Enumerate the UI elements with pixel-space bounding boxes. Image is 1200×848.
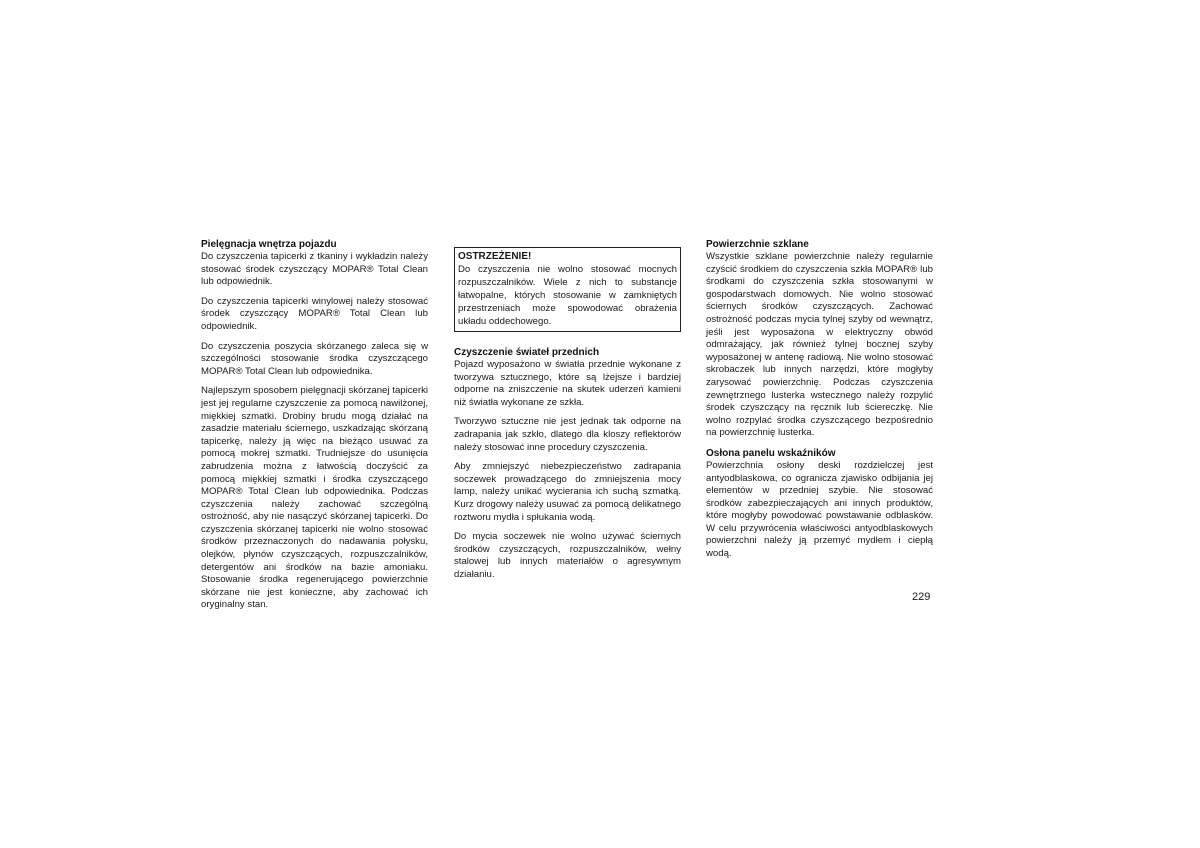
section-glass-surfaces	[706, 238, 933, 440]
section-heading-glass-surfaces: Powierzchnie szklane	[706, 239, 809, 250]
paragraph-headlamp-4: Do mycia soczewek nie wolno używać ściernych środków czyszczących, rozpuszczalników, wełny stalowej lub innych materiałów o agresywnym działaniu.	[454, 531, 681, 580]
paragraph-headlamp-3: Aby zmniejszyć niebezpieczeństwo zadrapania soczewek prowadzącego do zmniejszenia mocy lamp, należy unikać wycierania ich suchą szmatką. Kurz drogowy należy usuwać za pomocą delikatnego roztworu mydła i spłukania wodą.	[454, 461, 681, 523]
paragraph-vinyl-upholstery: Do czyszczenia tapicerki winylowej należy stosować środek czyszczący MOPAR® Total Clean lub odpowiednik.	[201, 295, 428, 332]
warning-text: Do czyszczenia nie wolno stosować mocnych rozpuszczalników. Wiele z nich to substancje łatwopalne, których stosowanie w zamkniętych przestrzeniach może spowodować obrażenia układu oddechowego.	[458, 264, 677, 327]
warning-title: OSTRZEŻENIE!	[458, 251, 532, 262]
section-heading-instrument-panel: Osłona panelu wskaźników	[706, 447, 836, 459]
paragraph-headlamp-1: Pojazd wyposażono w światła przednie wykonane z tworzywa sztucznego, które są lżejsze i bardziej odporne na zniszczenie na skutek uderzeń kamieni niż światła wykonane ze szkła.	[454, 359, 681, 408]
right-column	[706, 238, 933, 568]
warning-box	[454, 247, 681, 332]
paragraph-fabric-upholstery: Do czyszczenia tapicerki z tkaniny i wykładzin należy stosować środek czyszczący MOPAR® Total Clean lub odpowiednik.	[201, 251, 428, 288]
section-instrument-panel	[706, 447, 933, 561]
paragraph-instrument-panel: Powierzchnia osłony deski rozdzielczej jest antyodblaskowa, co ogranicza zjawisko odbijania jej elementów w przedniej szybie. Nie stosować środków zabezpieczających ani innych produktów, które mogłyby powodować powstawanie odblasków. W celu przywrócenia właściwości antyodblaskowych powierzchni należy ją przemyć mydłem i ciepłą wodą.	[706, 459, 933, 560]
paragraph-leather-care: Najlepszym sposobem pielęgnacji skórzanej tapicerki jest jej regularne czyszczenie za pomocą nawilżonej, miękkiej szmatki. Drobiny brudu mogą działać na zasadzie materiału ściernego, uszkadzając skórzaną tapicerkę, należy ją więc na bieżąco usuwać za pomocą mokrej szmatki. Trudniejsze do usunięcia zabrudzenia można z łatwością doczyścić za pomocą miękkiej szmatki i środka czyszczącego MOPAR® Total Clean lub odpowiednika. Podczas czyszczenia należy zachować szczególną ostrożność, aby nie nasączyć skórzanej tapicerki. Do czyszczenia skórzanej tapicerki nie wolno stosować środków przeznaczonych do nadawania połysku, olejków, płynów czyszczących, rozpuszczalników, detergentów ani środków na bazie amoniaku. Stosowanie środka regenerującego powierzchnie skórzane nie jest konieczne, aby zachować ich oryginalny stan.	[201, 385, 428, 611]
section-heading-interior-care: Pielęgnacja wnętrza pojazdu	[201, 239, 337, 250]
section-heading-headlamp-cleaning: Czyszczenie świateł przednich	[454, 347, 600, 358]
paragraph-leather-upholstery: Do czyszczenia poszycia skórzanego zaleca się w szczególności stosowanie środka czyszczącego MOPAR® Total Clean lub odpowiednika.	[201, 340, 428, 377]
middle-column	[454, 247, 681, 589]
paragraph-glass-surfaces: Wszystkie szklane powierzchnie należy regularnie czyścić środkiem do czyszczenia szkła MOPAR® lub środkami do czyszczenia szkła stosowanymi w gospodarstwach domowych. Nie wolno stosować ściernych środków czyszczących. Zachować ostrożność podczas mycia tylnej szyby od wewnątrz, jeśli jest wyposażona w elektryczny obwód odmrażający, jak również tylnej bocznej szyby wyposażonej w antenę radiową. Nie wolno stosować skrobaczek lub innych narzędzi, które mogłyby zarysować powierzchnię. Podczas czyszczenia zewnętrznego lusterka wstecznego należy rozpylić środek czyszczący na ręcznik lub ściereczkę. Nie wolno rozpylać środka czyszczącego bezpośrednio na powierzchnię lusterka.	[706, 251, 933, 439]
paragraph-headlamp-2: Tworzywo sztuczne nie jest jednak tak odporne na zadrapania jak szkło, dlatego dla kloszy reflektorów należy stosować inne procedury czyszczenia.	[454, 416, 681, 453]
left-column	[201, 238, 428, 619]
page-number: 229	[912, 591, 931, 603]
